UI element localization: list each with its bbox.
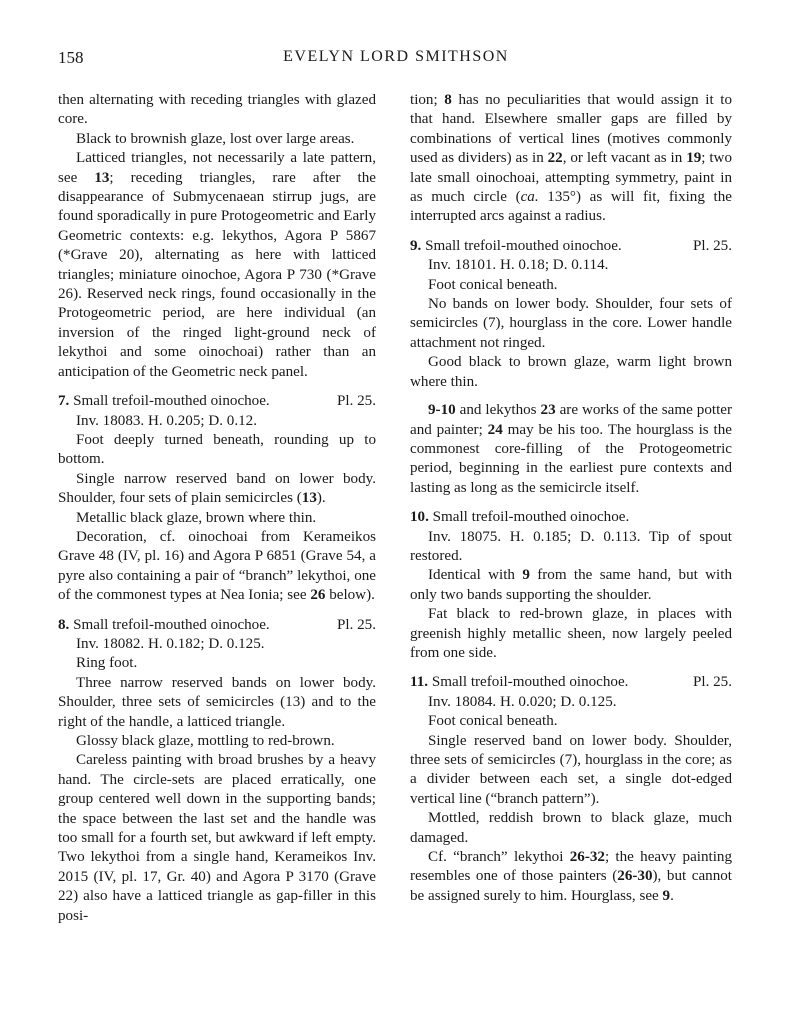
paragraph: Identical with 9 from the same hand, but with only two bands supporting the shoulder.: [410, 567, 732, 603]
entry-title: Small trefoil-mouthed oinochoe.: [431, 674, 629, 691]
page-header: [58, 48, 734, 74]
catalogue-entry-heading: [58, 616, 376, 635]
paragraph: Foot conical beneath.: [428, 276, 558, 293]
page-number: 158: [58, 48, 84, 67]
catalogue-entry-heading: [410, 508, 732, 527]
paragraph: tion; 8 has no peculiarities that would assign it to that hand. Elsewhere smaller gaps are filled by combinations of vertical lines (motives commonly used as dividers) as in 22, or left vacant as in 19; two late small oinochoai, attempting symmetry, paint in as much circle (ca. 135°) as will fit, fixing the interrupted arcs against a radius.: [410, 92, 732, 225]
paragraph: Glossy black glaze, mottling to red-brown.: [76, 733, 335, 749]
running-title: EVELYN LORD SMITHSON: [283, 48, 509, 65]
paragraph: Metallic black glaze, brown where thin.: [76, 509, 317, 526]
entry-title: Small trefoil-mouthed oinochoe.: [425, 237, 622, 254]
entry-number: 7.: [58, 393, 70, 410]
catalogue-entry-heading: [410, 673, 732, 692]
inventory-line: Inv. 18084. H. 0.020; D. 0.125.: [428, 693, 617, 710]
paragraph: Foot conical beneath.: [428, 713, 558, 730]
entry-title: Small trefoil-mouthed oinochoe.: [73, 616, 270, 633]
entry-number: 8.: [58, 616, 70, 633]
paragraph: Decoration, cf. oinochoai from Kerameikos Grave 48 (IV, pl. 16) and Agora P 6851 (Grave 54, a pyre also containing a pair of “branch” lekythoi, one of the commonest types at Nea Ionia; see 26 below).: [58, 528, 376, 604]
left-column: [58, 91, 376, 926]
plate-reference: Pl. 25.: [336, 393, 376, 410]
entry-title: Small trefoil-mouthed oinochoe.: [432, 509, 630, 526]
plate-reference: Pl. 25.: [692, 237, 732, 254]
paragraph: then alternating with receding triangles with glazed core.: [58, 92, 376, 128]
paragraph: Cf. “branch” lekythoi 26-32; the heavy painting resembles one of those painters (26-30), but cannot be assigned surely to him. Hourglass, see 9.: [410, 849, 732, 904]
inventory-line: Inv. 18075. H. 0.185; D. 0.113. Tip of spout restored.: [410, 528, 732, 564]
plate-reference: Pl. 25.: [336, 616, 376, 633]
paragraph: Black to brownish glaze, lost over large areas.: [76, 130, 355, 147]
paragraph: Mottled, reddish brown to black glaze, much damaged.: [410, 810, 732, 846]
entry-number: 11.: [410, 674, 429, 691]
inventory-line: Inv. 18101. H. 0.18; D. 0.114.: [428, 257, 609, 274]
paragraph: Good black to brown glaze, warm light brown where thin.: [410, 354, 732, 390]
paragraph: Single narrow reserved band on lower body. Shoulder, four sets of plain semicircles (13).: [58, 470, 376, 507]
paragraph: Three narrow reserved bands on lower body. Shoulder, three sets of semicircles (13) and to the right of the handle, a latticed triangle.: [58, 674, 376, 730]
paragraph: No bands on lower body. Shoulder, four sets of semicircles (7), hourglass in the core. Lower handle attachment not ringed.: [410, 296, 732, 351]
right-column: [410, 91, 732, 906]
catalogue-entry-heading: [58, 392, 376, 411]
paragraph: Fat black to red-brown glaze, in places with greenish highly metallic sheen, now largely peeled from one side.: [410, 606, 732, 661]
inventory-line: Inv. 18082. H. 0.182; D. 0.125.: [76, 635, 265, 652]
entry-title: Small trefoil-mouthed oinochoe.: [73, 393, 270, 410]
inventory-line: Inv. 18083. H. 0.205; D. 0.12.: [76, 412, 257, 429]
paragraph: Careless painting with broad brushes by a heavy hand. The circle-sets are placed erratically, one group centered well down in the supporting bands; the space between the last set and the handle was too small for a fourth set, but awkward if left empty. Two lekythoi from a single hand, Kerameikos Inv. 2015 (IV, pl. 17, Gr. 40) and Agora P 3170 (Grave 22) also have a latticed triangle as gap-filler in this posi-: [58, 752, 376, 924]
paragraph: Latticed triangles, not necessarily a late pattern, see 13; receding triangles, rare after the disappearance of Submycenaean stirrup jugs, are found sporadically in pure Protogeometric and Early Geometric contexts: e.g. lekythos, Agora P 5867 (*Grave 20), alternating as here with latticed triangles; miniature oinochoe, Agora P 730 (*Grave 26). Reserved neck rings, found occasionally in the Protogeometric period, are here individual (an inversion of the ringed light-ground neck of lekythoi and some oinochoai) rather than an anticipation of the Geometric neck panel.: [58, 150, 376, 380]
entry-number: 10.: [410, 509, 429, 526]
paragraph: Ring foot.: [76, 655, 138, 672]
catalogue-entry-heading: [410, 237, 732, 256]
paragraph: Single reserved band on lower body. Shoulder, three sets of semicircles (7), hourglass in the core; as a divider between each set, a single dot-edged vertical line (“branch pattern”).: [410, 732, 732, 807]
entry-number: 9.: [410, 237, 422, 254]
paragraph: Foot deeply turned beneath, rounding up to bottom.: [58, 431, 376, 468]
plate-reference: Pl. 25.: [692, 674, 732, 691]
paragraph: 9-10 and lekythos 23 are works of the same potter and painter; 24 may be his too. The hourglass is the commonest core-filling of the Protogeometric period, beginning in the earliest pure contexts and lasting as long as the semicircle itself.: [410, 402, 732, 496]
